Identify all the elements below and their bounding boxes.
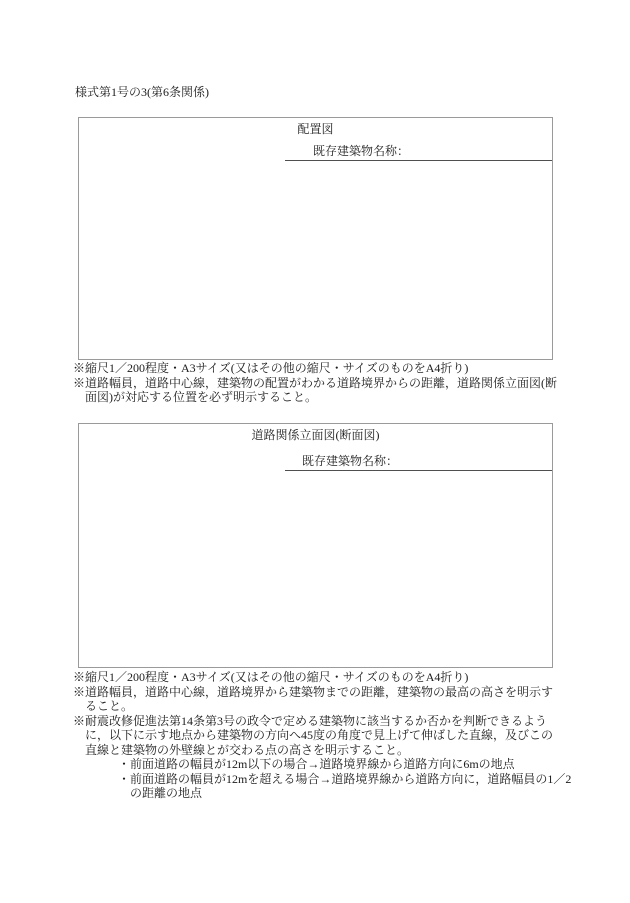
note-line: 直線と建築物の外壁線とが交わる点の高さを明示すること。 — [85, 742, 410, 757]
form-number-label: 様式第1号の3(第6条関係) — [75, 85, 209, 99]
note-line: の距離の地点 — [130, 786, 203, 800]
note-line: 面図)が対応する位置を必ず明示すること。 — [85, 390, 317, 404]
site-plan-box — [78, 117, 553, 360]
site-plan-title: 配置図 — [297, 122, 334, 136]
note-line: ・前面道路の幅員が12m以下の場合→道路境界線から道路方向に6mの地点 — [118, 757, 515, 771]
note-line: ※耐震改修促進法第14条第3号の政令で定める建築物に該当するか否かを判断できるよう — [73, 713, 548, 728]
site-plan-notes — [73, 361, 570, 405]
road-elevation-title: 道路関係立面図(断面図) — [251, 428, 380, 442]
road-elevation-building-name-label: 既存建築物名称： — [302, 454, 399, 468]
note-line: ※縮尺1／200程度・A3サイズ(又はその他の縮尺・サイズのものをA4折り) — [73, 361, 469, 375]
site-plan-building-name-label: 既存建築物名称： — [313, 144, 410, 158]
note-line: ること。 — [85, 699, 134, 713]
road-elevation-building-name-field[interactable] — [285, 452, 552, 471]
road-elevation-box — [78, 423, 553, 668]
note-line: に，以下に示す地点から建築物の方向へ45度の角度で見上げて伸ばした直線，及びこの — [85, 728, 554, 742]
note-line: ※道路幅員，道路中心線，建築物の配置がわかる道路境界からの距離，道路関係立面図(断 — [73, 375, 557, 390]
road-elevation-drawing-area — [79, 470, 552, 667]
site-plan-building-name-field[interactable] — [285, 142, 552, 161]
road-elevation-notes — [73, 670, 570, 801]
note-line: ※縮尺1／200程度・A3サイズ(又はその他の縮尺・サイズのものをA4折り) — [73, 670, 469, 684]
site-plan-drawing-area — [79, 164, 552, 359]
note-line: ※道路幅員，道路中心線，道路境界から建築物までの距離，建築物の最高の高さを明示す — [73, 684, 554, 699]
note-line: ・前面道路の幅員が12mを超える場合→道路境界線から道路方向に，道路幅員の1／2 — [118, 771, 572, 786]
